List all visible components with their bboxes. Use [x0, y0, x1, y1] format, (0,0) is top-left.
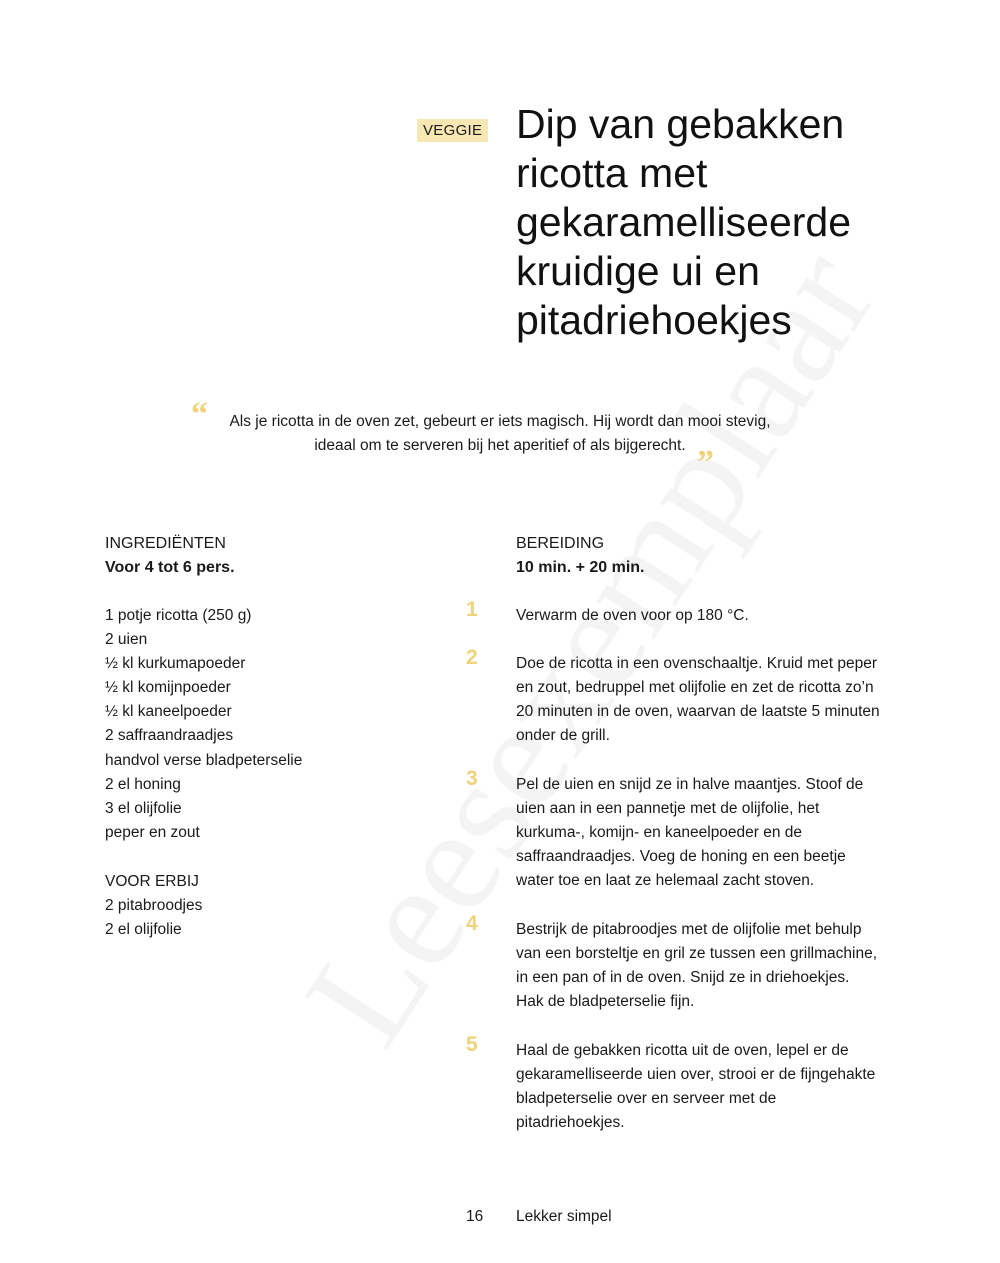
step-text: Bestrijk de pitabroodjes met de olijfolie met behulp van een borsteltje en gril ze tussen een grillmachine, in een pan of in de oven. Snijd ze in driehoekjes. Hak de bladpeterselie fijn. — [516, 921, 878, 1011]
ingredient-item: 3 el olijfolie — [105, 799, 182, 817]
book-title: Lekker simpel — [516, 1208, 612, 1225]
ingredient-item: 2 uien — [105, 631, 148, 649]
open-quote-icon: “ — [191, 396, 208, 433]
recipe-title: Dip van gebakken ricotta met gekaramelliseerde kruidige ui en pitadriehoekjes — [516, 101, 852, 343]
step-text: Haal de gebakken ricotta uit de oven, lepel er de gekaramelliseerde uien over, strooi er de fijngehakte bladpeterselie over en serveer met de pitadriehoekjes. — [516, 1042, 876, 1132]
ingredient-item: ½ kl komijnpoeder — [105, 679, 231, 697]
step-number: 2 — [466, 646, 478, 669]
step-text: Verwarm de oven voor op 180 °C. — [516, 607, 749, 624]
ingredient-item: 2 saffraandraadjes — [105, 727, 234, 745]
intro-quote — [180, 410, 820, 458]
extras-list — [105, 894, 202, 942]
step-number: 1 — [466, 598, 478, 621]
ingredients-header — [105, 532, 235, 580]
category-tag: VEGGIE — [417, 119, 488, 142]
ingredients-label: INGREDIËNTEN — [105, 535, 226, 552]
ingredient-item: ½ kl kurkumapoeder — [105, 655, 246, 673]
ingredient-item: handvol verse bladpeterselie — [105, 751, 303, 769]
step-number: 5 — [466, 1033, 478, 1056]
ingredient-item: 1 potje ricotta (250 g) — [105, 607, 252, 624]
step-number: 3 — [466, 767, 478, 790]
ingredient-item: peper en zout — [105, 823, 200, 841]
preparation-header — [516, 532, 645, 580]
close-quote-icon: ” — [697, 444, 714, 481]
step-text: Doe de ricotta in een ovenschaaltje. Kruid met peper en zout, bedruppel met olijfolie en zet de ricotta zo’n 20 minuten in de oven, waarvan de laatste 5 minuten onder de grill. — [516, 655, 880, 745]
preparation-time: 10 min. + 20 min. — [516, 559, 645, 576]
extra-item: 2 pitabroodjes — [105, 897, 203, 914]
quote-line-2: ideaal om te serveren bij het aperitief of als bijgerecht. — [314, 437, 686, 454]
page-number: 16 — [466, 1208, 484, 1225]
ingredient-item: ½ kl kaneelpoeder — [105, 703, 232, 721]
servings: Voor 4 tot 6 pers. — [105, 559, 235, 576]
step-number: 4 — [466, 912, 478, 935]
ingredient-item: 2 el honing — [105, 775, 181, 793]
step-text: Pel de uien en snijd ze in halve maantjes. Stoof de uien aan in een pannetje met de olijfolie, het kurkuma-, komijn- en kaneelpoeder en de saffraandraadjes. Voeg de honing en een beetje water toe en laat ze helemaal zacht stoven. — [516, 776, 864, 890]
preparation-label: BEREIDING — [516, 535, 605, 552]
ingredient-list — [105, 604, 302, 845]
extra-item: 2 el olijfolie — [105, 921, 182, 939]
extras-label: VOOR ERBIJ — [105, 873, 199, 890]
quote-line-1: Als je ricotta in de oven zet, gebeurt er iets magisch. Hij wordt dan mooi stevig, — [229, 413, 771, 430]
